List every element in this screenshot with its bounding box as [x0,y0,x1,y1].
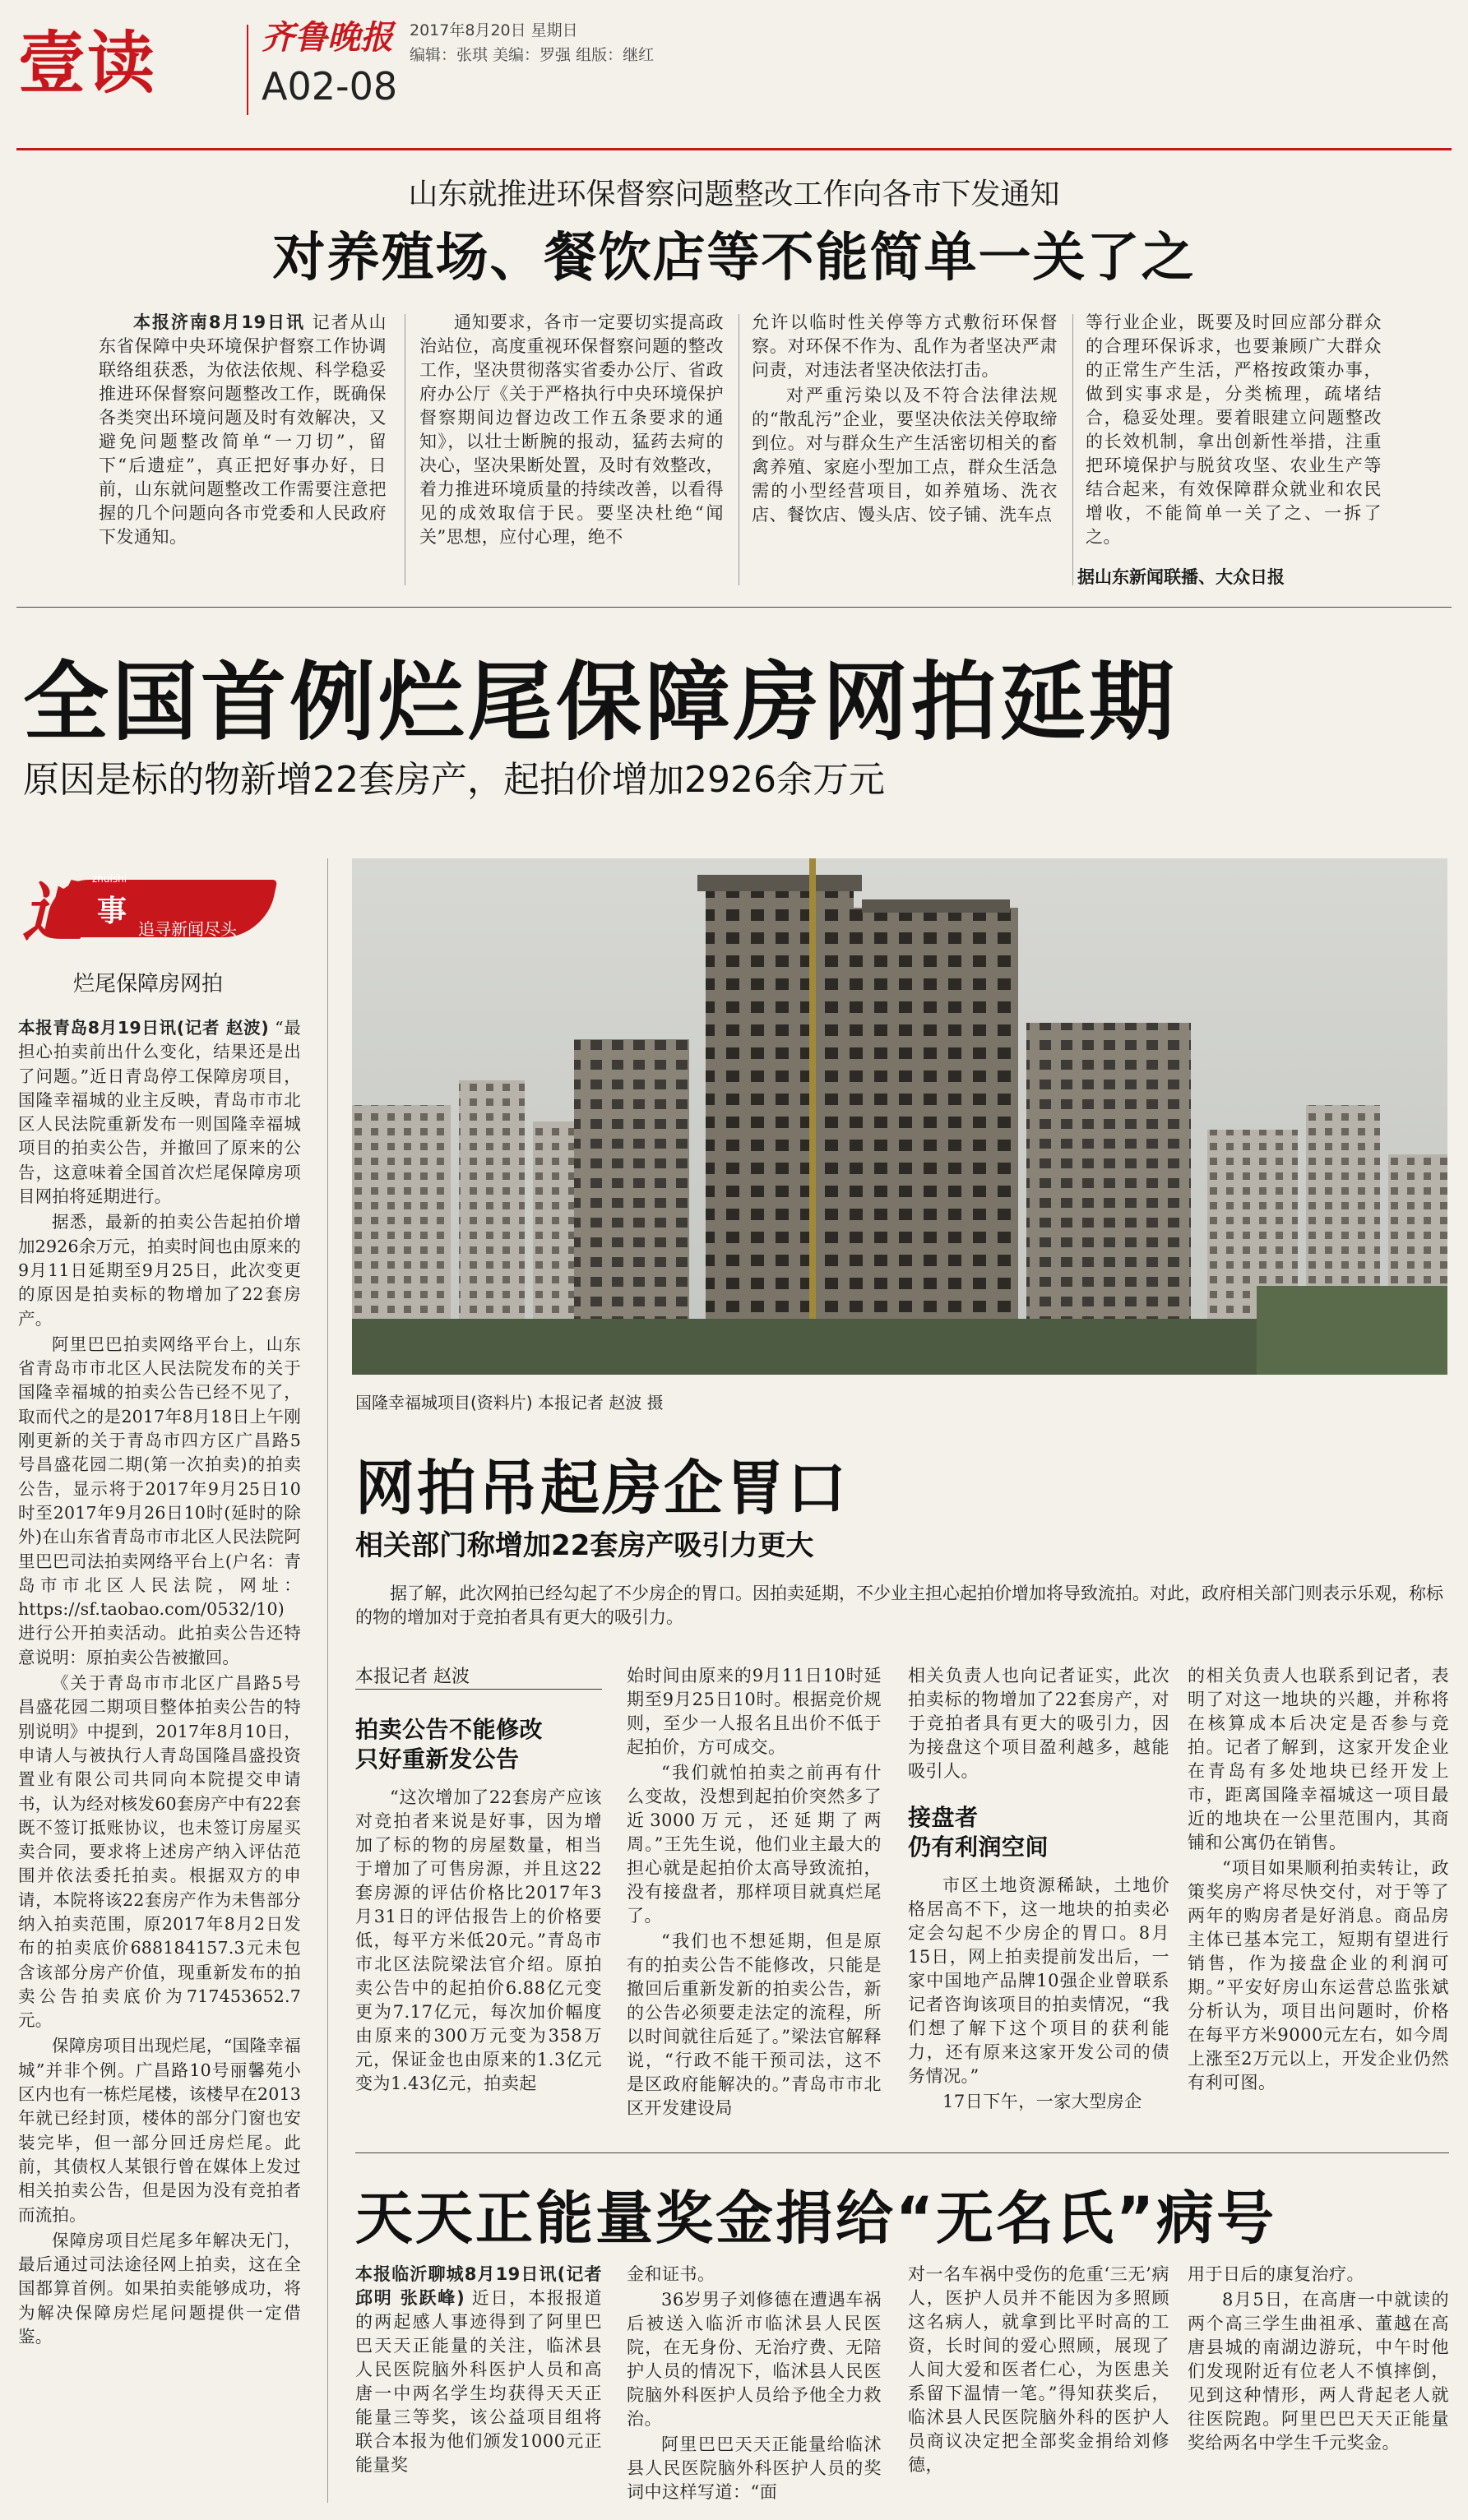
logo-pinyin: zhuishi [92,873,127,885]
story2-text: “最担心拍卖前出什么变化，结果还是出了问题。”近日青岛停工保障房项目，国隆幸福城的业主反映，青岛市市北区人民法院重新发布一则国隆幸福城项目的拍卖公告，并撤回了原来的公告，这意味着全国首次烂尾保障房项目网拍将延期进行。 [18,1018,301,1207]
story2-paragraph: 据悉，最新的拍卖公告起拍价增加2926余万元，拍卖时间也由原来的9月11日延期至9月25日，此次变更的原因是拍卖标的物增加了22套房产。 [18,1212,301,1329]
date-line: 2017年8月20日 星期日 [410,21,578,39]
story2-paragraph: 阿里巴巴拍卖网络平台上，山东省青岛市市北区人民法院发布的关于国隆幸福城的拍卖公告已经不见了，取而代之的是2017年8月18日上午刚刚更新的关于青岛市四方区广昌路5号昌盛花园二期(第一次拍卖)的拍卖公告，显示将于2017年9月25日10时至2017年9月26日10时(延时的除外)在山东省青岛市市北区人民法院阿里巴巴司法拍卖网络平台上(户名：青岛市市北区人民法院，网址：https://sf.taobao.com/0532/10)进行公开拍卖活动。此拍卖公告还特意说明：原拍卖公告被撤回。 [18,1334,301,1667]
story4-paragraph: 阿里巴巴天天正能量给临沭县人民医院脑外科医护人员的奖词中这样写道：“面 [627,2434,882,2502]
story1-column-2 [419,311,724,551]
story3-paragraph: 市区土地资源稀缺，土地价格居高不下，这一地块的拍卖必定会勾起不少房企的胃口。8月15日，网上拍卖提前发出后，一家中国地产品牌10强企业曾联系记者咨询该项目的拍卖情况，“我们想了解下这个项目的获利能力，还有原来这家开发公司的债务情况。” [908,1875,1169,2086]
story3-column-1 [355,1715,602,2097]
story4-column-1 [355,2263,602,2479]
story3-byline: 本报记者 赵波 [355,1667,470,1687]
story4-column-4 [1188,2263,1449,2457]
story3-paragraph: 相关负责人也向记者证实，此次拍卖标的物增加了22套房产，对于竞拍者具有更大的吸引力，因为接盘这个项目盈利越多，越能吸引人。 [908,1666,1169,1781]
page-number: A02-08 [262,64,398,109]
story3-section-head: 拍卖公告不能修改 只好重新发公告 [355,1716,544,1773]
story4-text: 近日，本报报道的两起感人事迹得到了阿里巴巴天天正能量的关注，临沭县人民医院脑外科医护人员和高唐一中两名学生均获得天天正能量三等奖，该公益项目组将联合本报为他们颁发1000元正能量奖 [355,2288,602,2475]
staff-line: 编辑：张琪 美编：罗强 组版：继红 [410,46,655,64]
side-topic-label: 烂尾保障房网拍 [72,972,223,996]
story4-paragraph: 对一名车祸中受伤的危重‘三无’病人，医护人员并不能因为多照顾这名病人，就拿到比平时高的工资，长时间的爱心照顾，展现了人间大爱和医者仁心，为医患关系留下温情一笔。”得知获奖后，临沭县人民医院脑外科的医护人员商议决定把全部奖金捐给刘修德， [908,2264,1169,2475]
story1-paragraph: 允许以临时性关停等方式敷衍环保督察。对环保不作为、乱作为者坚决严肃问责，对违法者坚决依法打击。 [752,312,1058,380]
zhuishi-logo: 追 [21,876,86,950]
story1-column-1 [99,311,387,551]
story4-column-3 [908,2263,1169,2479]
photo-caption: 国隆幸福城项目(资料片) 本报记者 赵波 摄 [355,1393,664,1413]
story2-subhead: 原因是标的物新增22套房产，起拍价增加2926余万元 [23,759,885,801]
story3-column-2 [627,1664,882,2122]
story1-dateline: 本报济南8月19日讯 [133,312,305,332]
story1-column-4 [1086,311,1382,551]
building-photo-art [352,858,1447,1375]
story3-lead: 据了解，此次网拍已经勾起了不少房企的胃口。因拍卖延期，不少业主担心起拍价增加将导致流拍。对此，政府相关部门则表示乐观，称标的物的增加对于竞拍者具有更大的吸引力。 [355,1584,1443,1627]
story3-paragraph: 的相关负责人也联系到记者，表明了对这一地块的兴趣，并称将在核算成本后决定是否参与竞拍。记者了解到，这家开发企业在青岛有多处地块已经开发上市，距离国隆幸福城这一项目最近的地块在一公里范围内，其商铺和公寓仍在销售。 [1188,1666,1449,1852]
story1-column-3 [752,311,1058,529]
story4-paragraph: 用于日后的康复治疗。 [1188,2264,1364,2284]
story1-paragraph: 等行业企业，既要及时回应部分群众的合理环保诉求，也要兼顾广大群众的正常生产生活，严格按政策办事，做到实事求是，分类梳理，疏堵结合，稳妥处理。要着眼建立问题整改的长效机制，拿出创新性举措，注重把环境保护与脱贫攻坚、农业生产等结合起来，有效保障群众就业和农民增收，不能简单一关了之、一拆了之。 [1086,312,1382,547]
story4-headline: 天天正能量奖金捐给“无名氏”病号 [355,2185,1277,2252]
logo-char: 事 [97,894,127,928]
byline-rule [355,1689,602,1690]
story2-dateline: 本报青岛8月19日讯(记者 赵波) [18,1018,269,1038]
story3-subhead: 相关部门称增加22套房产吸引力更大 [355,1529,814,1562]
story3-section-head: 接盘者 仍有利润空间 [908,1804,1049,1861]
story3-column-4 [1188,1664,1449,2097]
section-brand: 壹读 [18,25,157,103]
story4-paragraph: 36岁男子刘修德在遭遇车祸后被送入临沂市临沭县人民医院，在无身份、无治疗费、无陪护人员的情况下，临沭县人民医院脑外科医护人员给予他全力救治。 [627,2290,882,2429]
story4-dateline: 本报临沂聊城8月19日讯(记者 邱明 张跃峰) [355,2264,602,2308]
story1-paragraph: 通知要求，各市一定要切实提高政治站位，高度重视环保督察问题的整改工作，坚决贯彻落实省委办公厅、省政府办公厅《关于严格执行中央环境保护督察期间边督边改工作五条要求的通知》，以壮士断腕的报动，猛药去疴的决心，坚决果断处置，及时有效整改，着力推进环境质量的持续改善，以看得见的成效取信于民。要坚决杜绝“闻关”思想，应付心理，绝不 [419,312,724,547]
masthead-divider [247,25,248,115]
column-rule [1072,314,1073,585]
story2-paragraph: 保障房项目烂尾多年解决无门，最后通过司法途径网上拍卖，这在全国都算首例。如果拍卖能够成功，将为解决保障房烂尾问题提供一定借鉴。 [18,2230,301,2347]
story4-paragraph: 金和证书。 [627,2264,715,2284]
story2-side-column [18,1016,301,2351]
newspaper-logo: 齐鲁晚报 [262,18,393,57]
story3-headline: 网拍吊起房企胃口 [355,1454,850,1523]
masthead-rule [16,148,1452,150]
story3-paragraph: “这次增加了22套房产应该对竞拍者来说是好事，因为增加了标的物的房屋数量，相当于增加了可售房源，并且这22套房源的评估价格比2017年3月31日的评估报告上的价格要低，每平方米低20元。”青岛市市北区法院梁法官介绍。原拍卖公告中的起拍价6.88亿元变更为7.17亿元，每次加价幅度由原来的300万元变为358万元，保证金也由原来的1.3亿元变为1.43亿元，拍卖起 [355,1787,602,2093]
logo-slogan: 追寻新闻尽头 [138,919,237,939]
story3-paragraph: “项目如果顺利拍卖转让，政策奖房产将尽快交付，对于等了两年的购房者是好消息。商品房主体已基本完工，短期有望进行销售，作为接盘企业的利润可期。”平安好房山东运营总监张斌分析认为，项目出问题时，价格在每平方米9000元左右，如今周上涨至2万元以上，开发企业仍然有利可图。 [1188,1858,1449,2092]
story1-text: 记者从山东省保障中央环境保护督察工作协调联络组获悉，为依法依规、科学稳妥推进环保督察问题整改工作，既确保各类突出环境问题及时有效解决，又避免问题整改简单“一刀切”，留下“后遗症”，真正把好事办好，日前，山东就问题整改工作需要注意把握的几个问题向各市党委和人民政府下发通知。 [99,312,387,547]
story4-paragraph: 8月5日，在高唐一中就读的两个高三学生曲祖承、董越在高唐县城的南湖边游玩，中午时他们发现附近有位老人不慎摔倒，见到这种情形，两人背起老人就往医院跑。阿里巴巴天天正能量奖给两名中学生千元奖金。 [1188,2290,1449,2453]
story2-paragraph: 《关于青岛市市北区广昌路5号昌盛花园二期项目整体拍卖公告的特别说明》中提到，2017年8月10日，申请人与被执行人青岛国隆昌盛投资置业有限公司共同向本院提交申请书，认为经对核发60套房产中有22套既不签订抵账协议，也未签订房屋买卖合同，要求将上述房产纳入评估范围并依法委托拍卖。根据双方的申请，本院将该22套房产作为未售部分纳入拍卖范围，原2017年8月2日发布的拍卖底价688184157.3元未包含该部分房产价值，现重新发布的拍卖公告拍卖底价为717453652.7元。 [18,1673,301,2031]
section-rule [355,2152,1449,2153]
story3-paragraph: “我们就怕拍卖之前再有什么变故，没想到起拍价突然多了近3000万元，还延期了两周。”王先生说，他们业主最大的担心就是起拍价太高导致流拍，没有接盘者，那样项目就真烂尾了。 [627,1763,882,1926]
story4-column-2 [627,2263,882,2506]
story2-paragraph: 保障房项目出现烂尾，“国隆幸福城”并非个例。广昌路10号丽馨苑小区内也有一栋烂尾楼，该楼早在2013年就已经封顶，楼体的部分门窗也安装完毕，但一部分回迁房烂尾。此前，其债权人某银行曾在媒体上发过相关拍卖公告，但是因为没有竞拍者而流拍。 [18,2036,301,2225]
story3-paragraph: 17日下午，一家大型房企 [942,2092,1142,2111]
story3-paragraph: “我们也不想延期，但是原有的拍卖公告不能修改，只能是撤回后重新发新的拍卖公告，新的公告必须要走法定的流程，所以时间就往后延了。”梁法官解释说，“行政不能干预司法，这不是区政府能解决的。”青岛市市北区开发建设局 [627,1931,882,2118]
story2-headline: 全国首例烂尾保障房网拍延期 [23,652,1179,752]
section-rule [16,607,1452,608]
story1-paragraph: 对严重污染以及不符合法律法规的“散乱污”企业，要坚决依法关停取缔到位。对与群众生产生活密切相关的畜禽养殖、家庭小型加工点，群众生活急需的小型经营项目，如养殖场、洗衣店、餐饮店、馒头店、饺子铺、洗车点 [752,386,1058,525]
building-photo [352,858,1447,1375]
story1-credit: 据山东新闻联播、大众日报 [1077,567,1285,587]
story3-column-3 [908,1664,1169,2115]
column-rule [327,858,328,2503]
story1-kicker: 山东就推进环保督察问题整改工作向各市下发通知 [408,178,1060,211]
story1-headline: 对养殖场、餐饮店等不能简单一关了之 [272,228,1196,289]
story3-paragraph: 始时间由原来的9月11日10时延期至9月25日10时。根据竞价规则，至少一人报名且出价不低于起拍价，方可成交。 [627,1666,882,1757]
